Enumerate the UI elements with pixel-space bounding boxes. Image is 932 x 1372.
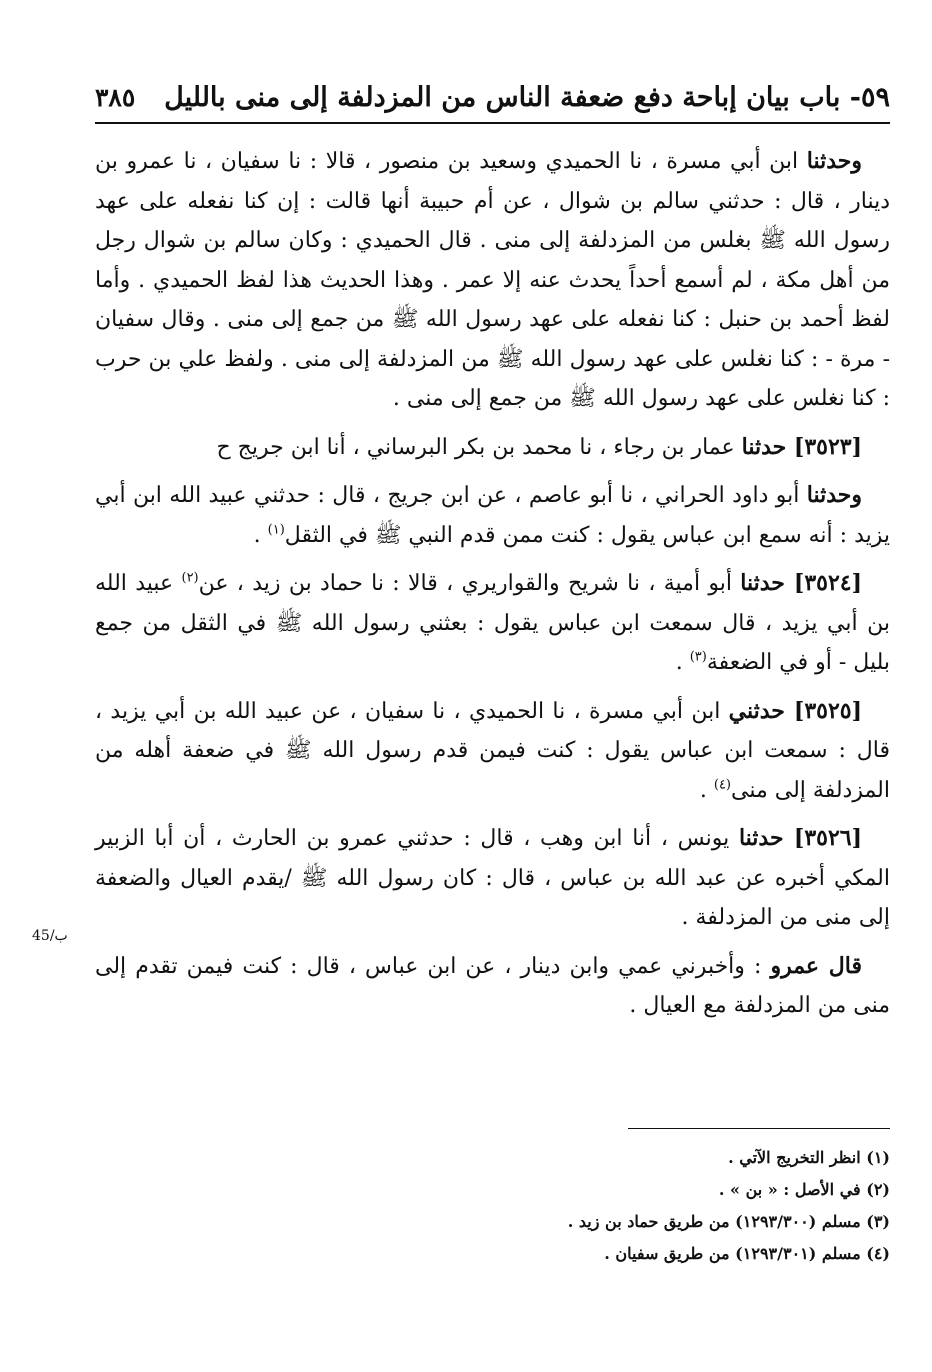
narration-keyword: حدثني — [728, 697, 785, 724]
footnote: (٢) في الأصل : « بن » . — [718, 1180, 890, 1199]
paragraph — [95, 428, 890, 468]
paragraph-text: أبو داود الحراني ، نا أبو عاصم ، عن ابن جريج ، قال : حدثني عبيد الله ابن أبي يزيد : أنه سمع ابن عباس يقول : كنت ممن قدم النبي ﷺ في الثقل — [95, 483, 890, 548]
paragraph-text: يونس ، أنا ابن وهب ، قال : حدثني عمرو بن الحارث ، أن أبا الزبير المكي أخبره عن عبد الله بن عباس ، قال : كان رسول الله ﷺ /يقدم العيال والضعفة إلى منى من المزدلفة . — [95, 826, 890, 930]
body-text — [95, 142, 890, 1035]
footnote-marker: (٢) — [181, 570, 199, 586]
hadith-number: [٣٥٢٤] — [784, 570, 862, 596]
paragraph-tail: . — [675, 650, 690, 675]
narration-keyword: وحدثنا — [806, 148, 862, 174]
paragraph-text: ابن أبي مسرة ، نا الحميدي وسعيد بن منصور ، قالا : نا سفيان ، نا عمرو بن دينار ، قال : حدثني سالم بن شوال ، عن أم حبيبة أنها قالت : إن كنا نفعله على عهد رسول الله ﷺ بغلس من المزدلفة إلى منى . قال الحميدي : وكان سالم بن شوال رجل من أهل مكة ، لم أسمع أحداً يحدث عنه إلا عمر . وهذا الحديث هذا لفظ الحميدي . وأما لفظ أحمد بن حنبل : كنا نفعله على عهد رسول الله ﷺ من جمع إلى منى . وقال سفيان - مرة - : كنا نغلس على عهد رسول الله ﷺ من المزدلفة إلى منى . ولفظ علي بن حرب : كنا نغلس على عهد رسول الله ﷺ من جمع إلى منى . — [95, 149, 891, 411]
hadith-number: [٣٥٢٥] — [784, 697, 862, 724]
manuscript-folio-note: 45/ب — [32, 928, 68, 944]
narration-keyword: حدثنا — [740, 570, 785, 596]
paragraph-tail: . — [699, 777, 714, 803]
paragraph-tail: عبيد الله بن أبي يزيد ، قال سمعت ابن عباس يقول : بعثني رسول الله ﷺ في الثقل من جمع بليل - أو في الضعفة — [95, 571, 890, 675]
narration-keyword: قال عمرو — [770, 952, 862, 979]
hadith-number: [٣٥٢٦] — [783, 825, 862, 851]
paragraph-text: أبو أمية ، نا شريح والقواريري ، قالا : نا حماد بن زيد ، عن — [198, 571, 741, 596]
hadith-number: [٣٥٢٣] — [786, 433, 862, 460]
narration-keyword: وحدثنا — [806, 482, 862, 508]
paragraph-tail: . — [253, 522, 268, 548]
footnote-marker: (٣) — [689, 649, 707, 665]
paragraph — [95, 476, 890, 555]
footnote-marker: (١) — [267, 522, 285, 538]
narration-keyword: حدثنا — [741, 433, 787, 460]
chapter-title: ٥٩- باب بيان إباحة دفع ضعفة الناس من المزدلفة إلى منى بالليل — [164, 81, 890, 113]
footnotes — [95, 1142, 890, 1270]
paragraph-text: : وأخبرني عمي وابن دينار ، عن ابن عباس ، قال : كنت فيمن تقدم إلى منى من المزدلفة مع العيال . — [95, 953, 890, 1018]
page-number: ٣٨٥ — [95, 82, 136, 112]
footnote: (١) انظر التخريج الآتي . — [728, 1148, 890, 1167]
footnote-marker: (٤) — [713, 777, 731, 793]
paragraph-text: عمار بن رجاء ، نا محمد بن بكر البرساني ، أنا ابن جريج ح — [216, 434, 742, 460]
page-header — [95, 72, 890, 124]
paragraph-text: ابن أبي مسرة ، نا الحميدي ، نا سفيان ، عن عبيد الله بن أبي يزيد ، قال : سمعت ابن عباس يقول : كنت فيمن قدم رسول الله ﷺ في ضعفة أهله من المزدلفة إلى منى — [95, 698, 890, 803]
narration-keyword: حدثنا — [738, 825, 784, 851]
paragraph — [95, 564, 890, 683]
footnote-divider — [628, 1128, 890, 1129]
paragraph — [95, 819, 890, 938]
paragraph — [95, 142, 890, 419]
footnote: (٣) مسلم (١٢٩٣/٣٠٠) من طريق حماد بن زيد . — [567, 1212, 890, 1231]
footnote: (٤) مسلم (١٢٩٣/٣٠١) من طريق سفيان . — [604, 1244, 890, 1263]
paragraph — [95, 947, 890, 1026]
paragraph — [95, 692, 890, 811]
